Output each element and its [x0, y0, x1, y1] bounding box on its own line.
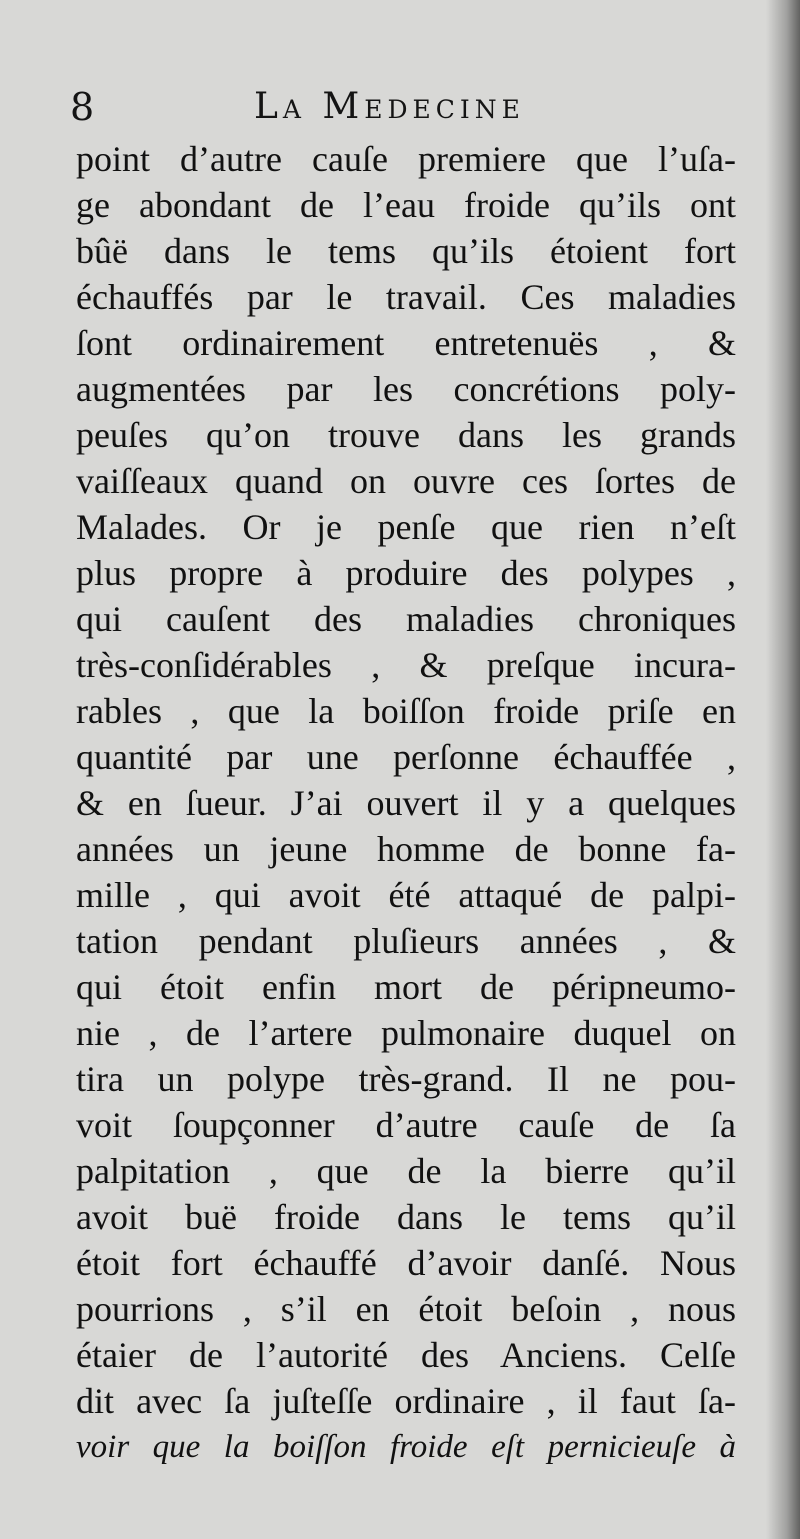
text-line: qui étoit enfin mort de péripneumo- [76, 967, 736, 1007]
page-header [70, 82, 730, 142]
text-line: avoit buë froide dans le tems qu’il [76, 1197, 736, 1237]
text-line: point d’autre cauſe premiere que l’uſa- [76, 139, 736, 179]
body-text [76, 136, 736, 1470]
text-line: dit avec ſa juſteſſe ordinaire , il faut ſa- [76, 1381, 736, 1421]
text-line: très-conſidérables , & preſque incura- [76, 645, 736, 685]
text-line: qui cauſent des maladies chroniques [76, 599, 736, 639]
text-line: & en ſueur. J’ai ouvert il y a quelques [76, 783, 736, 823]
text-line: rables , que la boiſſon froide priſe en [76, 691, 736, 731]
text-line: peuſes qu’on trouve dans les grands [76, 415, 736, 455]
text-line: mille , qui avoit été attaqué de palpi- [76, 875, 736, 915]
text-line: ſont ordinairement entretenuës , & [76, 323, 736, 363]
page-number: 8 [70, 85, 95, 129]
text-line: tira un polype très-grand. Il ne pou- [76, 1059, 736, 1099]
text-line: Malades. Or je penſe que rien n’eſt [76, 507, 736, 547]
text-line: échauffés par le travail. Ces maladies [76, 277, 736, 317]
text-line: années un jeune homme de bonne fa- [76, 829, 736, 869]
text-line: vaiſſeaux quand on ouvre ces ſortes de [76, 461, 736, 501]
text-line: plus propre à produire des polypes , [76, 553, 736, 593]
text-line: quantité par une perſonne échauffée , [76, 737, 736, 777]
text-line: augmentées par les concrétions poly- [76, 369, 736, 409]
text-line: palpitation , que de la bierre qu’il [76, 1151, 736, 1191]
text-line: tation pendant pluſieurs années , & [76, 921, 736, 961]
text-line: étaier de l’autorité des Anciens. Celſe [76, 1335, 736, 1375]
text-line: voit ſoupçonner d’autre cauſe de ſa [76, 1105, 736, 1145]
text-line: ge abondant de l’eau froide qu’ils ont [76, 185, 736, 225]
running-title: La Medecine [254, 86, 525, 127]
page-edge-shadow [766, 0, 800, 1539]
text-line: pourrions , s’il en étoit beſoin , nous [76, 1289, 736, 1329]
text-line: étoit fort échauffé d’avoir danſé. Nous [76, 1243, 736, 1283]
text-line: nie , de l’artere pulmonaire duquel on [76, 1013, 736, 1053]
text-line: bûë dans le tems qu’ils étoient fort [76, 231, 736, 271]
text-line-italic: voir que la boiſſon froide eſt pernicieuſe à [76, 1429, 736, 1465]
